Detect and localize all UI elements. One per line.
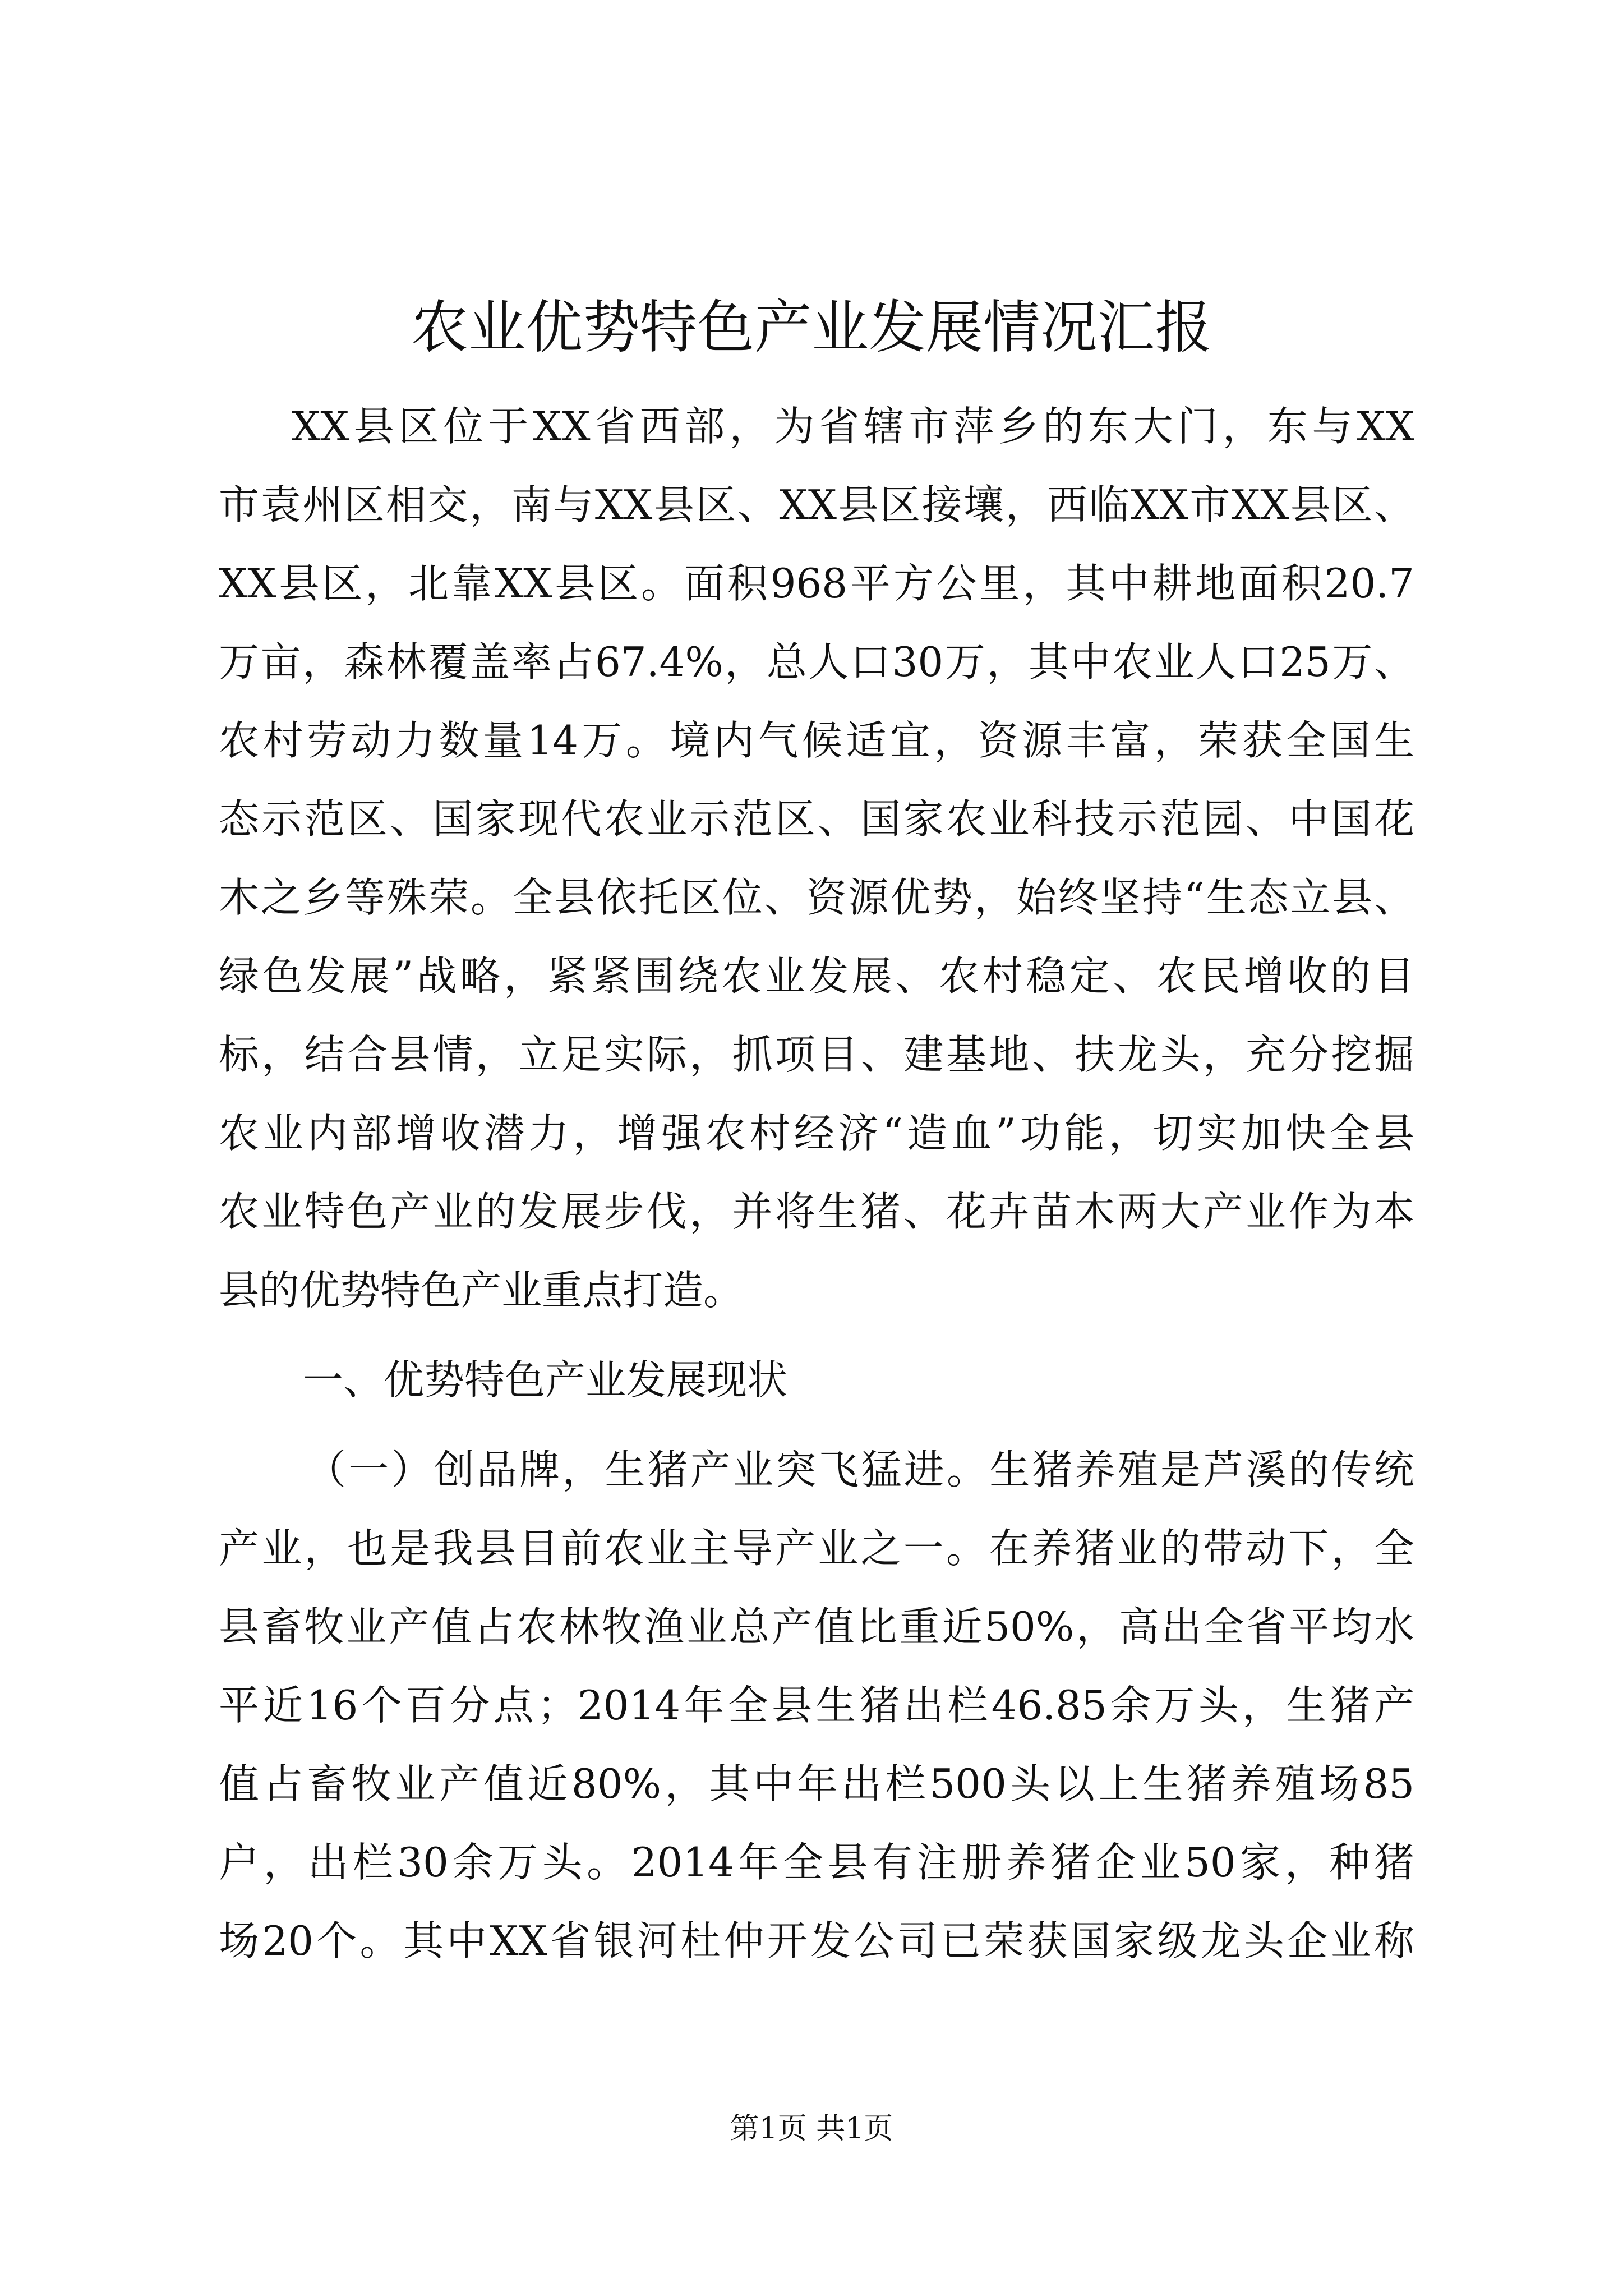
paragraph-line: 态示范区、国家现代农业示范区、国家农业科技示范园、中国花 (219, 795, 1414, 843)
document-title: 农业优势特色产业发展情况汇报 (411, 295, 1212, 361)
paragraph-line: 万亩，森林覆盖率占67.4%，总人口30万，其中农业人口25万、 (219, 638, 1414, 685)
paragraph-line: 值占畜牧业产值近80%，其中年出栏500头以上生猪养殖场85 (219, 1760, 1414, 1807)
paragraph-line: （一）创品牌，生猪产业突飞猛进。生猪养殖是芦溪的传统 (306, 1446, 1414, 1493)
paragraph-line: 产业，也是我县目前农业主导产业之一。在养猪业的带动下，全 (219, 1525, 1414, 1572)
paragraph-line: 市袁州区相交，南与XX县区、XX县区接壤，西临XX市XX县区、 (219, 481, 1414, 528)
page-footer: 第1页 共1页 (730, 2112, 893, 2146)
paragraph-line: 木之乡等殊荣。全县依托区位、资源优势，始终坚持“生态立县、 (219, 874, 1414, 921)
paragraph-line: 绿色发展”战略，紧紧围绕农业发展、农村稳定、农民增收的目 (219, 953, 1414, 1000)
paragraph-line: 农业特色产业的发展步伐，并将生猪、花卉苗木两大产业作为本 (219, 1188, 1414, 1235)
paragraph-line: 户，出栏30余万头。2014年全县有注册养猪企业50家，种猪 (219, 1839, 1414, 1886)
paragraph-line: 场20个。其中XX省银河杜仲开发公司已荣获国家级龙头企业称 (219, 1917, 1414, 1964)
paragraph-line: 农业内部增收潜力，增强农村经济“造血”功能，切实加快全县 (219, 1110, 1414, 1157)
paragraph-line: 平近16个百分点；2014年全县生猪出栏46.85余万头，生猪产 (219, 1682, 1414, 1729)
paragraph-line: XX县区位于XX省西部，为省辖市萍乡的东大门，东与XX (292, 403, 1414, 450)
paragraph-line: 标，结合县情，立足实际，抓项目、建基地、扶龙头，充分挖掘 (219, 1031, 1414, 1078)
paragraph-line: 农村劳动力数量14万。境内气候适宜，资源丰富，荣获全国生 (219, 717, 1414, 764)
paragraph-line: 县的优势特色产业重点打造。 (219, 1267, 744, 1314)
section-heading: 一、优势特色产业发展现状 (303, 1356, 788, 1404)
paragraph-line: 县畜牧业产值占农林牧渔业总产值比重近50%，高出全省平均水 (219, 1603, 1414, 1650)
paragraph-line: XX县区，北靠XX县区。面积968平方公里，其中耕地面积20.7 (219, 560, 1414, 607)
